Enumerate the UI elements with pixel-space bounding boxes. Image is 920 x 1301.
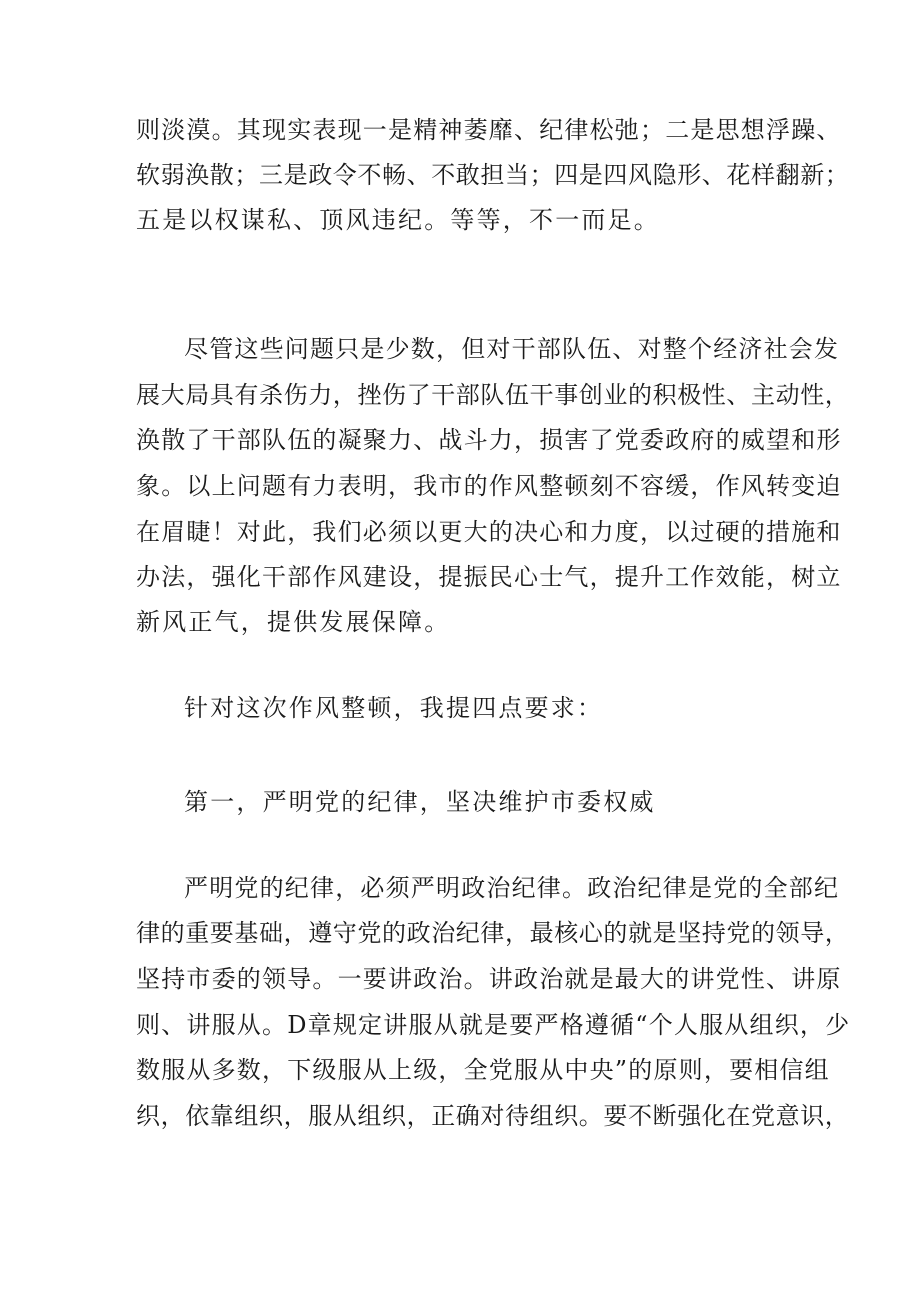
- paragraph-5-line-2: 律的重要基础，遵守党的政治纪律，最核心的就是坚持党的领导，: [136, 919, 850, 947]
- paragraph-2-line-4: 象。以上问题有力表明，我市的作风整顿刻不容缓，作风转变迫: [136, 472, 842, 500]
- paragraph-2-line-7: 新风正气，提供发展保障。: [136, 608, 451, 636]
- paragraph-2-line-2: 展大局具有杀伤力，挫伤了干部队伍干事创业的积极性、主动性，: [136, 381, 850, 409]
- paragraph-1-line-3: 五是以权谋私、顶风违纪。等等，不一而足。: [136, 206, 660, 234]
- paragraph-5-line-1: 严明党的纪律，必须严明政治纪律。政治纪律是党的全部纪: [184, 874, 840, 902]
- paragraph-1-line-2: 软弱涣散；三是政令不畅、不敢担当；四是四风隐形、花样翻新；: [136, 161, 850, 189]
- paragraph-2-line-1: 尽管这些问题只是少数，但对干部队伍、对整个经济社会发: [184, 335, 840, 363]
- paragraph-2-line-5: 在眉睫！对此，我们必须以更大的决心和力度，以过硬的措施和: [136, 518, 842, 546]
- paragraph-5-line-4: 则、讲服从。D章规定讲服从就是要严格遵循“个人服从组织，少: [136, 1011, 851, 1039]
- section-heading: 第一，严明党的纪律，坚决维护市委权威: [184, 788, 656, 816]
- paragraph-5-line-5: 数服从多数，下级服从上级，全党服从中央”的原则，要相信组: [136, 1056, 830, 1084]
- paragraph-1-line-1: 则淡漠。其现实表现一是精神萎靡、纪律松弛；二是思想浮躁、: [136, 116, 842, 144]
- paragraph-5-line-6: 织，依靠组织，服从组织，正确对待组织。要不断强化在党意识，: [136, 1102, 850, 1130]
- paragraph-2-line-6: 办法，强化干部作风建设，提振民心士气，提升工作效能，树立: [136, 563, 842, 591]
- paragraph-3-line-1: 针对这次作风整顿，我提四点要求：: [184, 694, 604, 722]
- paragraph-2-line-3: 涣散了干部队伍的凝聚力、战斗力，损害了党委政府的威望和形: [136, 426, 842, 454]
- paragraph-5-line-3: 坚持市委的领导。一要讲政治。讲政治就是最大的讲党性、讲原: [136, 965, 842, 993]
